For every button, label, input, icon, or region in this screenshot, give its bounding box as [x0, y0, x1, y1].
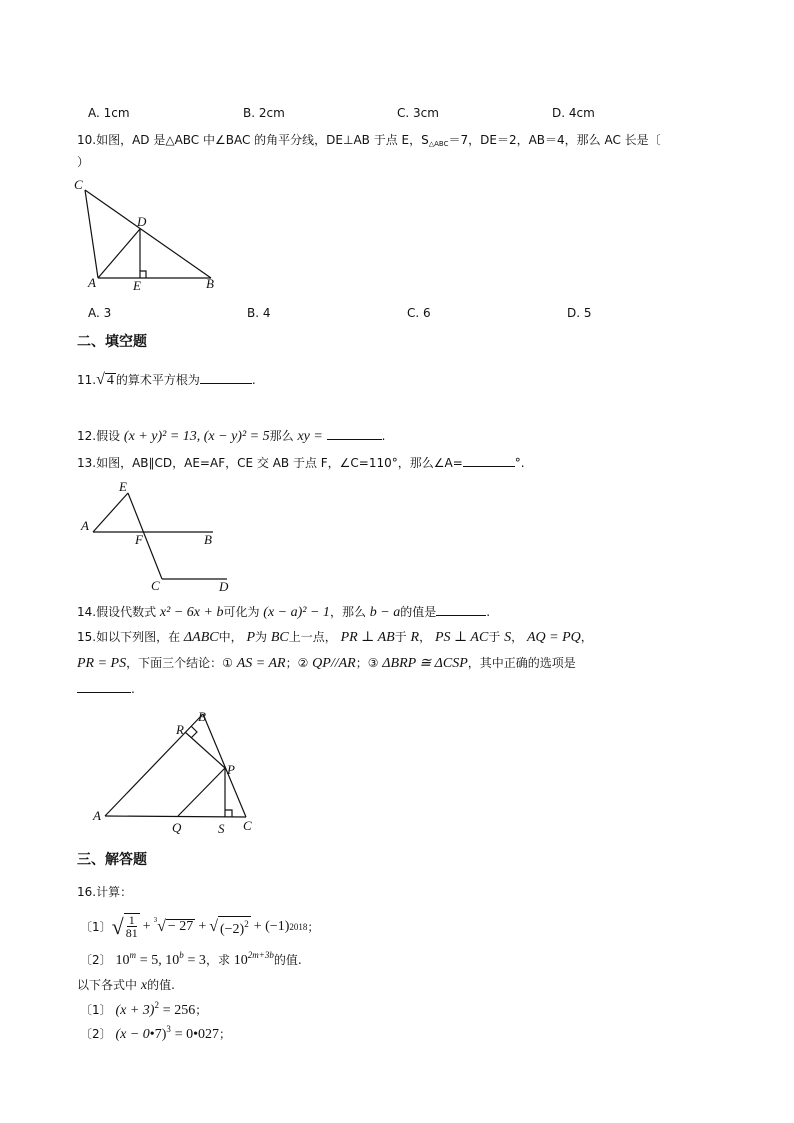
q11-prefix: 11.: [77, 373, 97, 387]
q17-intro: [77, 976, 175, 994]
q15-text: 于: [394, 630, 407, 644]
q17-p2-exp: 3: [166, 1024, 171, 1034]
q10-option-b: B. 4: [247, 306, 271, 320]
q16-p2-exp-m: m: [129, 950, 136, 960]
q16-title: 16.计算：: [77, 885, 133, 899]
q13-label-e: E: [119, 479, 127, 494]
q15-label-p: P: [227, 762, 235, 777]
q15-math: P: [246, 630, 255, 645]
q12-text: 那么: [269, 429, 294, 443]
section-3-title: 三、解答题: [77, 852, 147, 868]
q13-answer-blank[interactable]: [463, 454, 515, 467]
q16-p2-expr2: 10: [233, 953, 248, 968]
q17-p2-dot: •: [149, 1027, 155, 1042]
q9-option-b: B. 2cm: [243, 106, 285, 120]
q15-math: AS = AR: [236, 656, 286, 671]
q16-cube-radicand: − 27: [167, 919, 194, 934]
q15-text: 于: [488, 630, 501, 644]
q16-p2-text: ，求: [205, 953, 230, 967]
q14-expr3: b − a: [369, 605, 401, 620]
cube-root-icon: √: [157, 917, 166, 935]
q14-expr2: (x − a)² − 1: [263, 605, 330, 620]
q17-p2-end: ；: [219, 1027, 232, 1041]
q17-p1-rhs: = 256: [162, 1003, 196, 1018]
q15-text: ，下面三个结论：①: [126, 656, 233, 670]
q15-text: 上一点，: [288, 630, 337, 644]
q16-sq-exp: 2: [244, 919, 249, 929]
q17-p2-label: 〔2〕: [80, 1027, 112, 1041]
q15-math: BC: [270, 630, 289, 645]
q13-label-c: C: [151, 578, 160, 593]
q12-answer-blank[interactable]: [327, 427, 382, 440]
q11-radicand: 4: [106, 373, 114, 388]
sqrt-icon: √: [96, 371, 105, 388]
q15-math: ΔABC: [183, 630, 219, 645]
q13-label-a: A: [81, 518, 89, 533]
q14-end: .: [486, 605, 491, 619]
plus-sign: +: [142, 918, 151, 934]
q13-label-d: D: [219, 579, 229, 594]
q17-intro-var: x: [140, 978, 148, 993]
q15-label-b: B: [198, 709, 206, 724]
q11-end: .: [251, 373, 256, 387]
q14-text3: 的值是: [400, 605, 437, 619]
q15-math: S: [504, 630, 512, 645]
q12-expr: (x + y)² = 13, (x − y)² = 5: [123, 429, 270, 444]
q13-label-b: B: [204, 532, 212, 547]
q15-line3: [77, 680, 135, 696]
q12: [77, 427, 385, 445]
q10-label-e: E: [133, 278, 141, 293]
q15-text: 15.如以下列图，在: [77, 630, 181, 644]
q13-figure: [78, 478, 238, 596]
q16-p2-exp-b: b: [179, 950, 184, 960]
q10-option-a: A. 3: [88, 306, 112, 320]
q15-text: ；②: [285, 656, 309, 670]
q10-label-d: D: [137, 214, 147, 229]
q14-text: 可化为: [223, 605, 260, 619]
q15-label-c: C: [243, 818, 252, 833]
q15-line1: [77, 628, 593, 646]
q16-part1: [80, 913, 319, 940]
q16-tail: + (−1): [253, 918, 290, 934]
q15-text: ；③: [355, 656, 379, 670]
q17-intro-text2: 的值.: [147, 978, 175, 992]
q17-p1-label: 〔1〕: [80, 1003, 112, 1017]
q15-end: .: [131, 682, 135, 696]
q15-math: R: [410, 630, 420, 645]
q15-label-s: S: [218, 821, 225, 836]
q17-p2-rhs: = 0: [174, 1027, 194, 1042]
q17-part1: [80, 1000, 207, 1019]
q16-frac-den: 81: [125, 926, 138, 940]
q14-text2: ，那么: [329, 605, 366, 619]
q15-math: PS ⊥ AC: [434, 630, 489, 645]
sqrt-icon: √: [111, 913, 124, 939]
plus-sign: +: [198, 918, 207, 934]
q11-answer-blank[interactable]: [200, 371, 252, 384]
q10-option-c: C. 6: [407, 306, 431, 320]
q16-frac-num: 1: [128, 913, 135, 927]
q15-label-a: A: [93, 808, 101, 823]
q13: [77, 454, 525, 471]
q17-p2-expr-b: 7): [154, 1027, 167, 1042]
q13-end: °.: [514, 456, 525, 470]
q16-p2-mid: = 5, 10: [139, 953, 180, 968]
q10-text3: ）: [77, 155, 90, 169]
q17-intro-text: 以下各式中: [77, 978, 138, 992]
q16-part2: [80, 950, 302, 969]
q10-label-c: C: [74, 177, 83, 192]
q15-text: 中，: [218, 630, 243, 644]
q16-sq-radicand-wrap: [218, 916, 251, 937]
q17-part2: [80, 1024, 231, 1043]
q15-line2: [77, 654, 576, 672]
q14-expr: x² − 6x + b: [159, 605, 224, 620]
q15-math: PR ⊥ AB: [340, 630, 395, 645]
q9-option-a: A. 1cm: [88, 106, 130, 120]
q10-label-a: A: [88, 275, 96, 290]
q13-label-f: F: [135, 532, 143, 547]
q16-p2-exp2: 2m+3b: [247, 950, 274, 960]
q13-text: 13.如图，AB∥CD，AE=AF，CE 交 AB 于点 F，∠C=110°，那么∠A=: [77, 456, 463, 470]
q16-p2-expr: 10: [115, 953, 130, 968]
section-2-title: 二、填空题: [77, 334, 147, 350]
q10-stem: [77, 131, 661, 148]
q10-text2: ＝7，DE＝2，AB＝4，那么 AC 长是〔: [448, 133, 661, 147]
q15-text: ，: [580, 630, 593, 644]
q11: [77, 371, 256, 389]
q12-prefix: 12.假设: [77, 429, 121, 443]
q9-option-d: D. 4cm: [552, 106, 595, 120]
q10-sub: △ABC: [428, 140, 449, 148]
q9-option-c: C. 3cm: [397, 106, 439, 120]
q15-text: ，: [511, 630, 524, 644]
q14-answer-blank[interactable]: [436, 603, 486, 616]
q15-math: PR = PS: [77, 656, 127, 671]
q15-math: AQ = PQ: [527, 630, 581, 645]
q15-label-q: Q: [172, 820, 182, 835]
q15-text: ，其中正确的选项是: [467, 656, 576, 670]
q16-p1-label: 〔1〕: [80, 920, 112, 934]
q17-p2-expr: (x − 0: [115, 1027, 150, 1042]
q10-option-d: D. 5: [567, 306, 592, 320]
q15-label-r: R: [176, 722, 184, 737]
q16-p2-label: 〔2〕: [80, 953, 112, 967]
q11-text: 的算术平方根为: [115, 373, 200, 387]
q16-cube-index: 3: [153, 915, 158, 924]
q15-figure: [90, 706, 260, 836]
q15-answer-blank[interactable]: [77, 680, 131, 693]
q12-expr2: xy =: [297, 429, 323, 444]
q17-p1-expr: (x + 3): [115, 1003, 155, 1018]
q16-p2-end: 的值.: [273, 953, 302, 967]
q17-p1-end: ；: [195, 1003, 208, 1017]
q14: [77, 603, 490, 621]
q10-label-b: B: [206, 276, 214, 291]
q16-p1-end: ；: [307, 920, 320, 934]
q10-figure: [70, 176, 230, 296]
q15-math: QP//AR: [312, 656, 356, 671]
q15-text: 为: [255, 630, 268, 644]
q12-end: .: [381, 429, 386, 443]
q17-p2-dot2: •: [193, 1027, 199, 1042]
q17-p2-rhs-b: 027: [198, 1027, 220, 1042]
q17-p1-exp: 2: [154, 1000, 159, 1010]
q14-prefix: 14.假设代数式: [77, 605, 157, 619]
q15-text: ，: [419, 630, 432, 644]
sqrt-icon: √: [209, 917, 218, 935]
q16-p2-mid2: = 3: [187, 953, 206, 968]
q15-math: ΔBRP ≅ ΔCSP: [382, 656, 468, 671]
q16-sq-radicand: (−2): [220, 922, 245, 937]
q16-fraction: [124, 913, 140, 940]
q16-exp: 2018: [289, 921, 308, 932]
q10-text: 10.如图，AD 是△ABC 中∠BAC 的角平分线，DE⊥AB 于点 E，S: [77, 133, 429, 147]
